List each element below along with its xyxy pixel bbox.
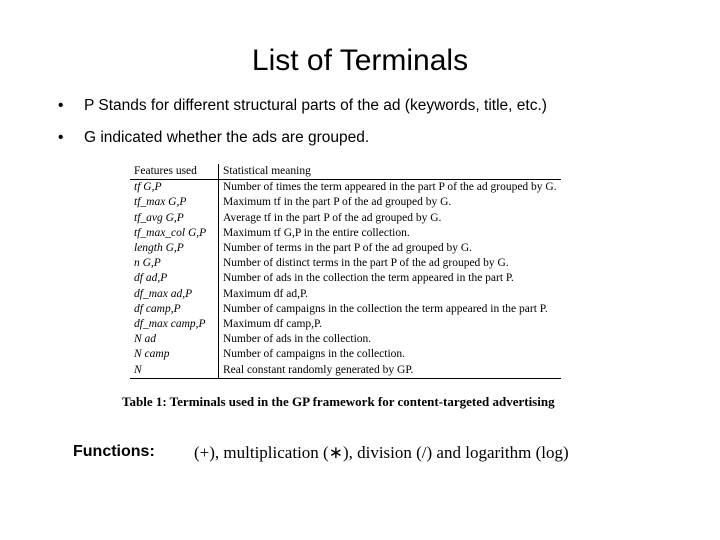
table-row bbox=[130, 317, 561, 332]
table-row bbox=[130, 211, 561, 226]
bullet-text: P Stands for different structural parts of the ad (keywords, title, etc.) bbox=[84, 97, 547, 114]
table-row bbox=[130, 180, 561, 196]
feature-cell: tf_max_col G,P bbox=[130, 226, 219, 241]
feature-cell: tf_avg G,P bbox=[130, 211, 219, 226]
meaning-cell: Maximum tf G,P in the entire collection. bbox=[223, 226, 410, 239]
feature-cell: df ad,P bbox=[130, 271, 219, 286]
meaning-cell: Number of distinct terms in the part P of the ad grouped by G. bbox=[223, 257, 509, 270]
feature-cell: df camp,P bbox=[130, 302, 219, 317]
meaning-cell: Maximum tf in the part P of the ad grouped by G. bbox=[223, 196, 452, 209]
bullet-list bbox=[58, 96, 547, 160]
bullet-text: G indicated whether the ads are grouped. bbox=[84, 129, 370, 146]
functions-text: (+), multiplication (∗), division (/) and logarithm (log) bbox=[194, 443, 569, 462]
column-header-features: Features used bbox=[130, 164, 219, 180]
feature-cell: N ad bbox=[130, 332, 219, 347]
meaning-cell: Number of times the term appeared in the part P of the ad grouped by G. bbox=[223, 181, 557, 194]
column-header-meaning: Statistical meaning bbox=[219, 164, 561, 180]
meaning-cell: Maximum df camp,P. bbox=[223, 317, 323, 330]
meaning-cell: Maximum df ad,P. bbox=[223, 287, 308, 300]
table-row bbox=[130, 256, 561, 271]
meaning-cell: Number of terms in the part P of the ad grouped by G. bbox=[223, 242, 473, 255]
meaning-cell: Number of campaigns in the collection the term appeared in the part P. bbox=[223, 302, 548, 315]
slide-title: List of Terminals bbox=[251, 44, 469, 77]
feature-cell: tf_max G,P bbox=[130, 195, 219, 210]
table-row bbox=[130, 271, 561, 286]
terminals-table bbox=[130, 164, 561, 379]
bullet-marker: • bbox=[58, 129, 64, 146]
table-row bbox=[130, 347, 561, 362]
table-row bbox=[130, 226, 561, 241]
meaning-cell: Average tf in the part P of the ad grouped by G. bbox=[223, 211, 442, 224]
table-row bbox=[130, 302, 561, 317]
meaning-cell: Real constant randomly generated by GP. bbox=[219, 362, 561, 378]
feature-cell: df_max camp,P bbox=[130, 317, 219, 332]
table-row bbox=[130, 287, 561, 302]
feature-cell: df_max ad,P bbox=[130, 287, 219, 302]
table-row bbox=[130, 241, 561, 256]
functions-label: Functions: bbox=[73, 443, 155, 460]
meaning-cell: Number of ads in the collection. bbox=[223, 333, 372, 346]
feature-cell: N camp bbox=[130, 347, 219, 362]
feature-cell: n G,P bbox=[130, 256, 219, 271]
bullet-item bbox=[58, 128, 547, 160]
table-row bbox=[130, 195, 561, 210]
meaning-cell: Number of ads in the collection the term appeared in the part P. bbox=[223, 272, 514, 285]
feature-cell: tf G,P bbox=[130, 180, 219, 196]
meaning-cell: Number of campaigns in the collection. bbox=[223, 348, 406, 361]
table-caption: Table 1: Terminals used in the GP framework for content-targeted advertising bbox=[122, 394, 555, 409]
table-row bbox=[130, 362, 561, 378]
table-row bbox=[130, 332, 561, 347]
bullet-marker: • bbox=[58, 97, 64, 114]
bullet-item bbox=[58, 96, 547, 128]
feature-cell: length G,P bbox=[130, 241, 219, 256]
feature-cell: N bbox=[130, 362, 219, 378]
table-header-row bbox=[130, 164, 561, 180]
